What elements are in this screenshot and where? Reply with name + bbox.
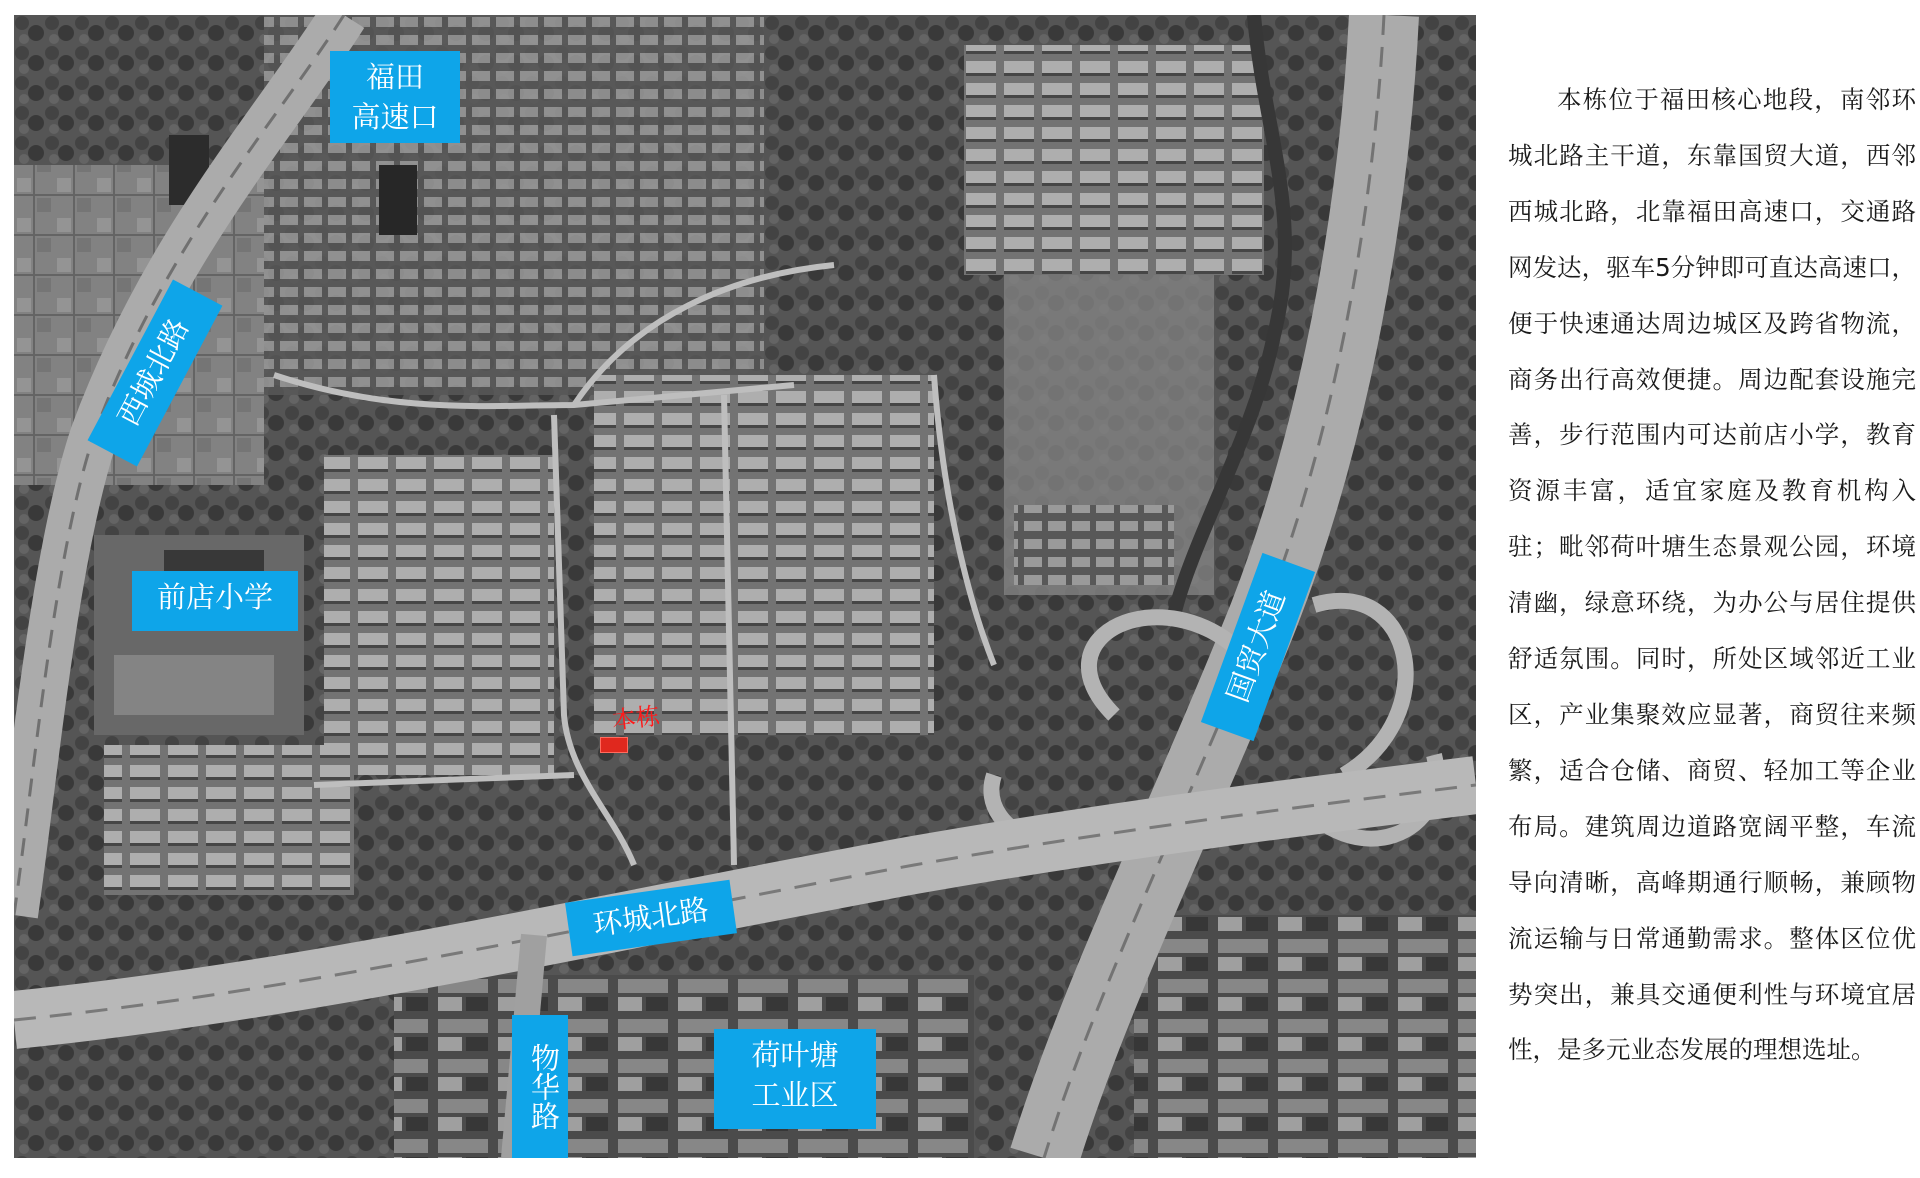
heyetang-industrial-label[interactable] (714, 1029, 876, 1129)
qiandian-school-label[interactable] (132, 571, 298, 631)
futian-exit-label-line1: 福田 (365, 60, 424, 94)
site-marker[interactable] (600, 737, 628, 753)
site-label: 本栋 (610, 701, 662, 735)
wuhua-road-text: 物华路 (527, 1043, 561, 1130)
location-description: 本栋位于福田核心地段，南邻环城北路主干道，东靠国贸大道，西邻西城北路，北靠福田高速口，交通路网发达，驱车5分钟即可直达高速口，便于快速通达周边城区及跨省物流，商务出行高效便捷。周边配套设施完善，步行范围内可达前店小学，教育资源丰富，适宜家庭及教育机构入驻；毗邻荷叶塘生态景观公园，环境清幽，绿意环绕，为办公与居住提供舒适氛围。同时，所处区域邻近工业区，产业集聚效应显著，商贸往来频繁，适合仓储、商贸、轻加工等企业布局。建筑周边道路宽阔平整，车流导向清晰，高峰期通行顺畅，兼顾物流运输与日常通勤需求。整体区位优势突出，兼具交通便利性与环境宜居性，是多元业态发展的理想选址。 (1508, 85, 1916, 1065)
huancheng-road-text: 环城北路 (591, 892, 711, 942)
xicheng-road-text: 西城北路 (110, 312, 196, 432)
futian-exit-label[interactable] (330, 51, 460, 143)
futian-exit-label-line2: 高速口 (351, 100, 439, 134)
aerial-map[interactable] (14, 15, 1476, 1158)
heyetang-industrial-label-line2: 工业区 (751, 1078, 839, 1112)
guomao-avenue-text: 国贸大道 (1220, 585, 1292, 707)
wuhua-road-label[interactable] (512, 1015, 568, 1158)
qiandian-school-text: 前店小学 (156, 580, 273, 614)
heyetang-industrial-label-line1: 荷叶塘 (751, 1038, 839, 1072)
